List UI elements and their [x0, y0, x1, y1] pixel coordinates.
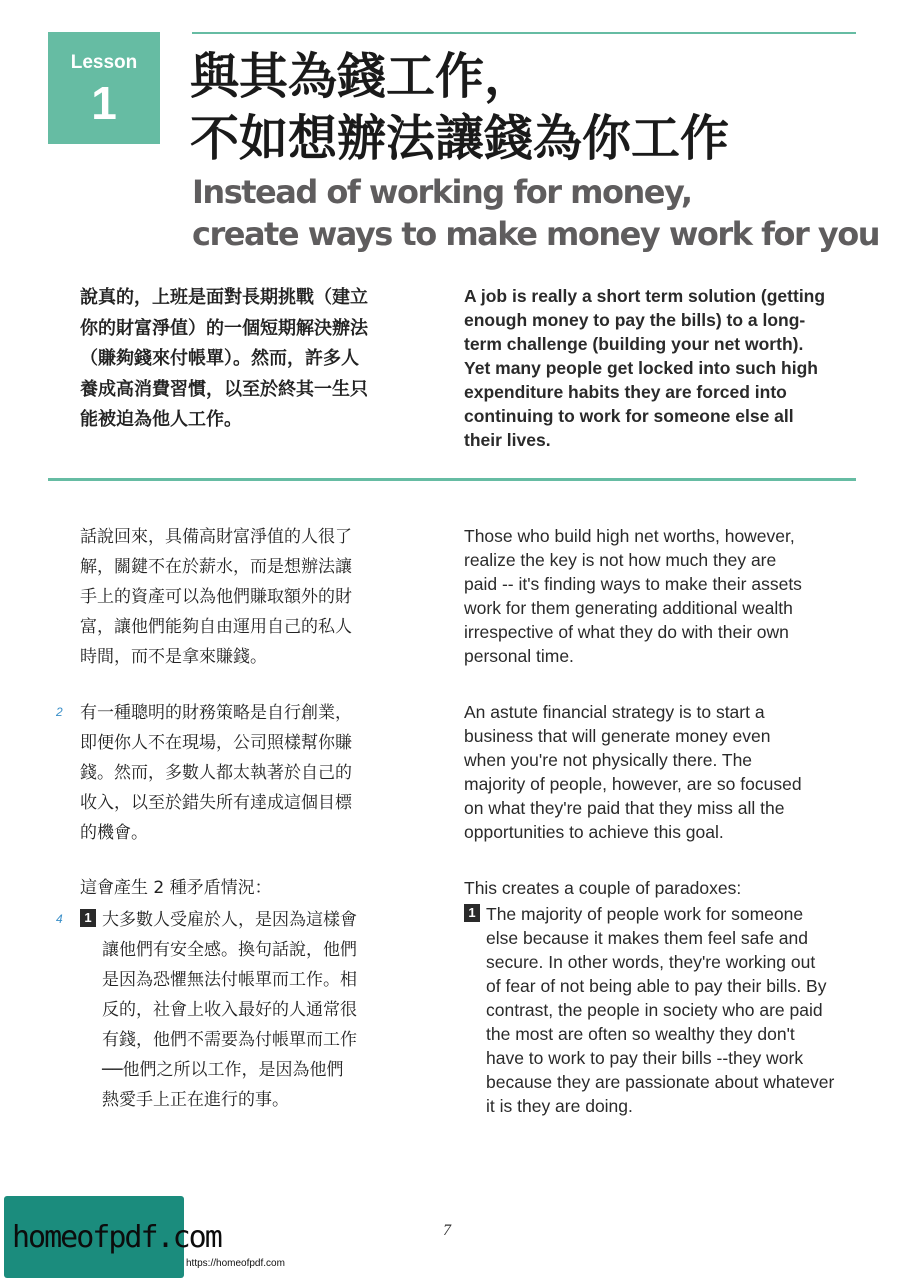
- text-line: continuing to work for someone else all: [464, 406, 794, 426]
- text-line: 反的，社會上收入最好的人通常很: [102, 1000, 357, 1020]
- p3-en-intro: This creates a couple of paradoxes:: [464, 878, 742, 898]
- text-line: 收入，以至於錯失所有達成這個目標: [80, 793, 352, 813]
- text-line: 能被迫為他人工作。: [80, 409, 242, 430]
- text-line: business that will generate money even: [464, 726, 771, 746]
- text-line: the most are often so wealthy they don't: [486, 1024, 795, 1044]
- lesson-label: Lesson: [70, 52, 138, 73]
- text-line: of fear of not being able to pay their bills. By: [486, 976, 827, 996]
- text-line: 話說回來，具備高財富淨值的人很了: [80, 527, 352, 547]
- watermark-url-link[interactable]: https://homeofpdf.com: [186, 1258, 285, 1269]
- p1-en-paragraph: [464, 524, 860, 668]
- text-line: enough money to pay the bills) to a long-: [464, 310, 806, 330]
- text-line: 熱愛手上正在進行的事。: [102, 1090, 289, 1110]
- text-line: 有一種聰明的財務策略是自行創業，: [80, 703, 352, 723]
- p3-en-list-item: [464, 902, 860, 1122]
- text-line: The majority of people work for someone: [486, 904, 804, 924]
- text-line: it is they are doing.: [486, 1096, 633, 1116]
- text-line: have to work to pay their bills --they work: [486, 1048, 804, 1068]
- text-line: Those who build high net worths, however,: [464, 526, 795, 546]
- text-line: 說真的，上班是面對長期挑戰（建立: [80, 287, 368, 308]
- text-line: paid -- it's finding ways to make their assets: [464, 574, 802, 594]
- text-line: A job is really a short term solution (getting: [464, 286, 826, 306]
- text-line: opportunities to achieve this goal.: [464, 822, 724, 842]
- text-line: else because it makes them feel safe and: [486, 928, 808, 948]
- text-line: An astute financial strategy is to start a: [464, 702, 765, 722]
- text-line: 是因為恐懼無法付帳單而工作。相: [102, 970, 357, 990]
- intro-zh-paragraph: [80, 283, 420, 436]
- lesson-badge: [48, 32, 160, 144]
- title-chinese: [190, 46, 729, 170]
- p2-zh-paragraph: [80, 698, 420, 848]
- text-line: majority of people, however, are so focused: [464, 774, 802, 794]
- text-line: secure. In other words, they're working out: [486, 952, 816, 972]
- text-line: 養成高消費習慣，以至於終其一生只: [80, 378, 368, 400]
- text-line: expenditure habits they are forced into: [464, 382, 787, 402]
- p2-en-paragraph: [464, 700, 860, 844]
- text-line: personal time.: [464, 646, 574, 666]
- title-en-line1: Instead of working for money,: [192, 173, 692, 211]
- list-item-text: [102, 905, 420, 1115]
- list-item-text: [486, 902, 860, 1118]
- p3-zh-intro: 這會產生 2 種矛盾情況：: [80, 878, 272, 898]
- text-line: 你的財富淨值）的一個短期解決辦法: [80, 317, 368, 339]
- item-number-badge: 1: [80, 909, 96, 927]
- text-line: Yet many people get locked into such high: [464, 358, 818, 378]
- text-line: 大多數人受雇於人，是因為這樣會: [102, 910, 357, 930]
- intro-en-paragraph: [464, 284, 860, 452]
- text-line: ──他們之所以工作，是因為他們: [102, 1060, 344, 1080]
- item-number-badge: 1: [464, 904, 480, 922]
- text-line: 即便你人不在現場，公司照樣幫你賺: [80, 733, 352, 753]
- text-line: 手上的資產可以為他們賺取額外的財: [80, 587, 352, 607]
- text-line: 的機會。: [80, 823, 148, 843]
- text-line: 富，讓他們能夠自由運用自己的私人: [80, 617, 352, 637]
- text-line: 有錢，他們不需要為付帳單而工作: [102, 1030, 357, 1050]
- title-en-line2: create ways to make money work for you: [192, 215, 880, 253]
- watermark-logo[interactable]: [4, 1196, 221, 1278]
- text-line: contrast, the people in society who are paid: [486, 1000, 823, 1020]
- text-line: work for them generating additional wealth: [464, 598, 793, 618]
- text-line: irrespective of what they do with their own: [464, 622, 789, 642]
- title-zh-line1: 與其為錢工作，: [190, 48, 534, 105]
- p1-zh-paragraph: [80, 522, 420, 672]
- logo-text: homeofpdf.com: [12, 1220, 221, 1255]
- title-rule: [192, 32, 856, 34]
- line-marker: 2: [56, 705, 63, 719]
- text-line: 解，關鍵不在於薪水，而是想辦法讓: [80, 557, 352, 577]
- text-line: term challenge (building your net worth).: [464, 334, 804, 354]
- lesson-number: 1: [91, 77, 117, 129]
- page-number: 7: [443, 1222, 451, 1239]
- section-divider: [48, 478, 856, 481]
- text-line: because they are passionate about whatever: [486, 1072, 835, 1092]
- text-line: 錢。然而，多數人都太執著於自己的: [80, 763, 352, 783]
- text-line: 時間，而不是拿來賺錢。: [80, 647, 267, 667]
- text-line: （賺夠錢來付帳單）。然而，許多人: [80, 348, 359, 369]
- text-line: 讓他們有安全感。換句話說，他們: [102, 940, 357, 960]
- text-line: their lives.: [464, 430, 551, 450]
- text-line: on what they're paid that they miss all the: [464, 798, 785, 818]
- title-zh-line2: 不如想辦法讓錢為你工作: [190, 110, 730, 167]
- text-line: realize the key is not how much they are: [464, 550, 777, 570]
- p3-zh-list-item: [80, 905, 420, 1117]
- line-marker: 4: [56, 912, 63, 926]
- title-english: [192, 171, 879, 255]
- text-line: when you're not physically there. The: [464, 750, 753, 770]
